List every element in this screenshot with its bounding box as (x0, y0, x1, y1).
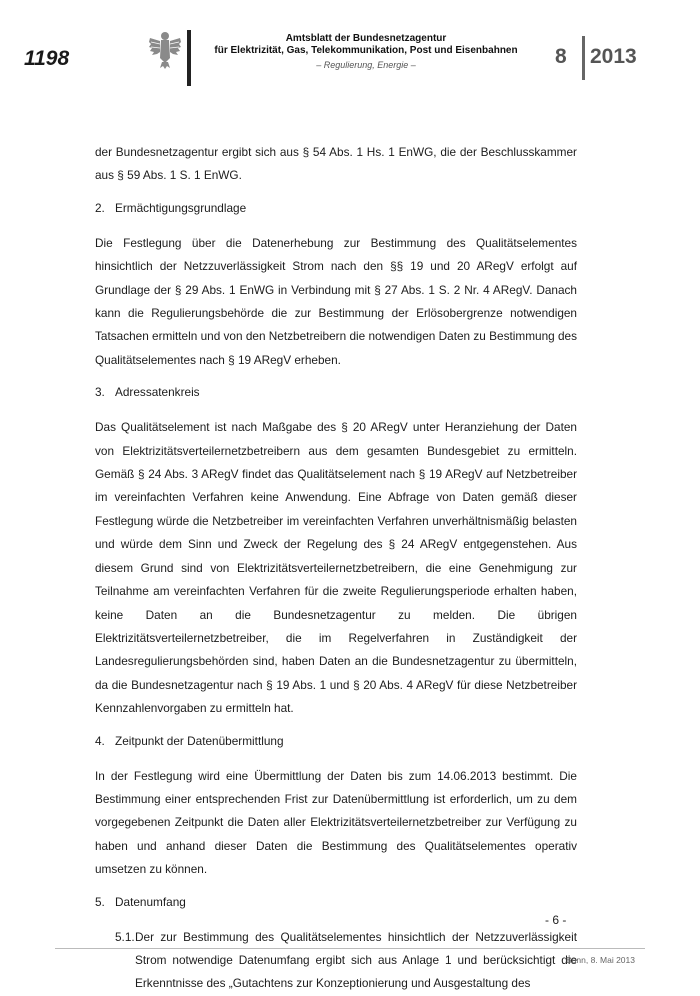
section-number: 2. (95, 200, 105, 215)
header-divider (187, 30, 191, 86)
subsection-paragraph: Der zur Bestimmung des Qualitätselementes hinsichtlich der Netzzuverlässigkeit Strom notwendige Datenumfang ergibt sich aus Anlage 1 und berücksichtigt die Erkenntnisse des „Gutachtens zur Konzeptionierung und Ausgestaltung des (135, 929, 577, 991)
intro-paragraph: der Bundesnetzagentur ergibt sich aus § 54 Abs. 1 Hs. 1 EnWG, die der Beschlusskammer aus § 59 Abs. 1 S. 1 EnWG. (95, 145, 577, 183)
section-title: Ermächtigungsgrundlage (115, 200, 247, 215)
federal-eagle-icon (148, 30, 182, 70)
section-heading-4 (95, 730, 577, 752)
section-4-paragraph: In der Festlegung wird eine Übermittlung der Daten bis zum 14.06.2013 bestimmt. Die Bestimmung einer entsprechenden Frist zur Datenübermittlung ist erforderlich, um zu dem vorgegebenen Zeitpunkt die Daten aller Elektrizitätsverteilernetzbetreiber zur Verfügung zu haben und anhand dieser Daten die Bestimmung des Qualitätselementes operativ umsetzen zu können. (95, 768, 577, 877)
issue-divider (582, 36, 585, 80)
subsection-5-1 (95, 926, 577, 996)
section-3-paragraph: Das Qualitätselement ist nach Maßgabe des § 20 ARegV unter Heranziehung der Daten von Elektrizitätsverteilernetzbetreibern aus dem gesamten Bundesgebiet zu ermitteln. Gemäß § 24 Abs. 3 ARegV findet das Qualitätselement nach § 19 ARegV auf Netzbetreiber im vereinfachten Verfahren keine Anwendung. Eine Abfrage von Daten gemäß dieser Festlegung würde die Netzbetreiber im vereinfachten Verfahren unverhältnismäßig belasten und würde dem Sinn und Zweck der Regelung des § 24 ARegV entgegenstehen. Aus diesem Grund sind von Elektrizitätsverteilernetzbetreibern, die eine Genehmigung zur Teilnahme am vereinfachten Verfahren für die zweite Regulierungsperiode erhalten haben, keine Daten an die Bundesnetzagentur zu melden. Die übrigen Elektrizitätsverteilernetzbetreiber, die im Regelverfahren in Zuständigkeit der Landesregulierungsbehörden sind, haben Daten an die Bundesnetzagentur zu übermitteln, da die Bundesnetzagentur nach § 19 Abs. 1 und § 20 Abs. 4 ARegV für diese Netzbetreiber Kennzahlenvorgaben zu ermitteln hat. (95, 420, 577, 716)
document-body (95, 141, 577, 996)
page-marker: - 6 - (545, 913, 567, 927)
section-number: 5. (95, 894, 105, 909)
page-header (0, 0, 700, 95)
section-title: Datenumfang (115, 894, 186, 909)
page-number: 1198 (24, 47, 70, 70)
issue-number: 8 (555, 45, 567, 68)
publication-title (205, 33, 527, 70)
section-heading-3 (95, 381, 577, 403)
subsection-number: 5.1. (115, 929, 135, 944)
title-line-2: für Elektrizität, Gas, Telekommunikation, Post und Eisenbahnen (214, 45, 518, 56)
title-line-1: Amtsblatt der Bundesnetzagentur (285, 33, 447, 44)
section-title: Adressatenkreis (115, 385, 200, 400)
section-title: Zeitpunkt der Datenübermittlung (115, 733, 284, 748)
footer-divider (55, 948, 645, 949)
section-2-paragraph: Die Festlegung über die Datenerhebung zur Bestimmung des Qualitätselementes hinsichtlich der Netzzuverlässigkeit Strom nach den §§ 19 und 20 ARegV erfolgt auf Grundlage der § 29 Abs. 1 EnWG in Verbindung mit § 27 Abs. 1 S. 2 Nr. 4 ARegV. Danach kann die Regulierungsbehörde die zur Bestimmung der Erlösobergrenze notwendigen Tatsachen ermitteln und von den Netzbetreibern die notwendigen Daten zu Bestimmung des Qualitätselementes nach § 19 ARegV erheben. (95, 235, 577, 367)
section-number: 4. (95, 733, 105, 748)
section-heading-2 (95, 197, 577, 219)
section-number: 3. (95, 385, 105, 400)
section-heading-5 (95, 891, 577, 913)
footer-date: Bonn, 8. Mai 2013 (566, 955, 635, 965)
publication-subtitle: – Regulierung, Energie – (316, 60, 416, 70)
issue-year: 2013 (590, 45, 637, 68)
